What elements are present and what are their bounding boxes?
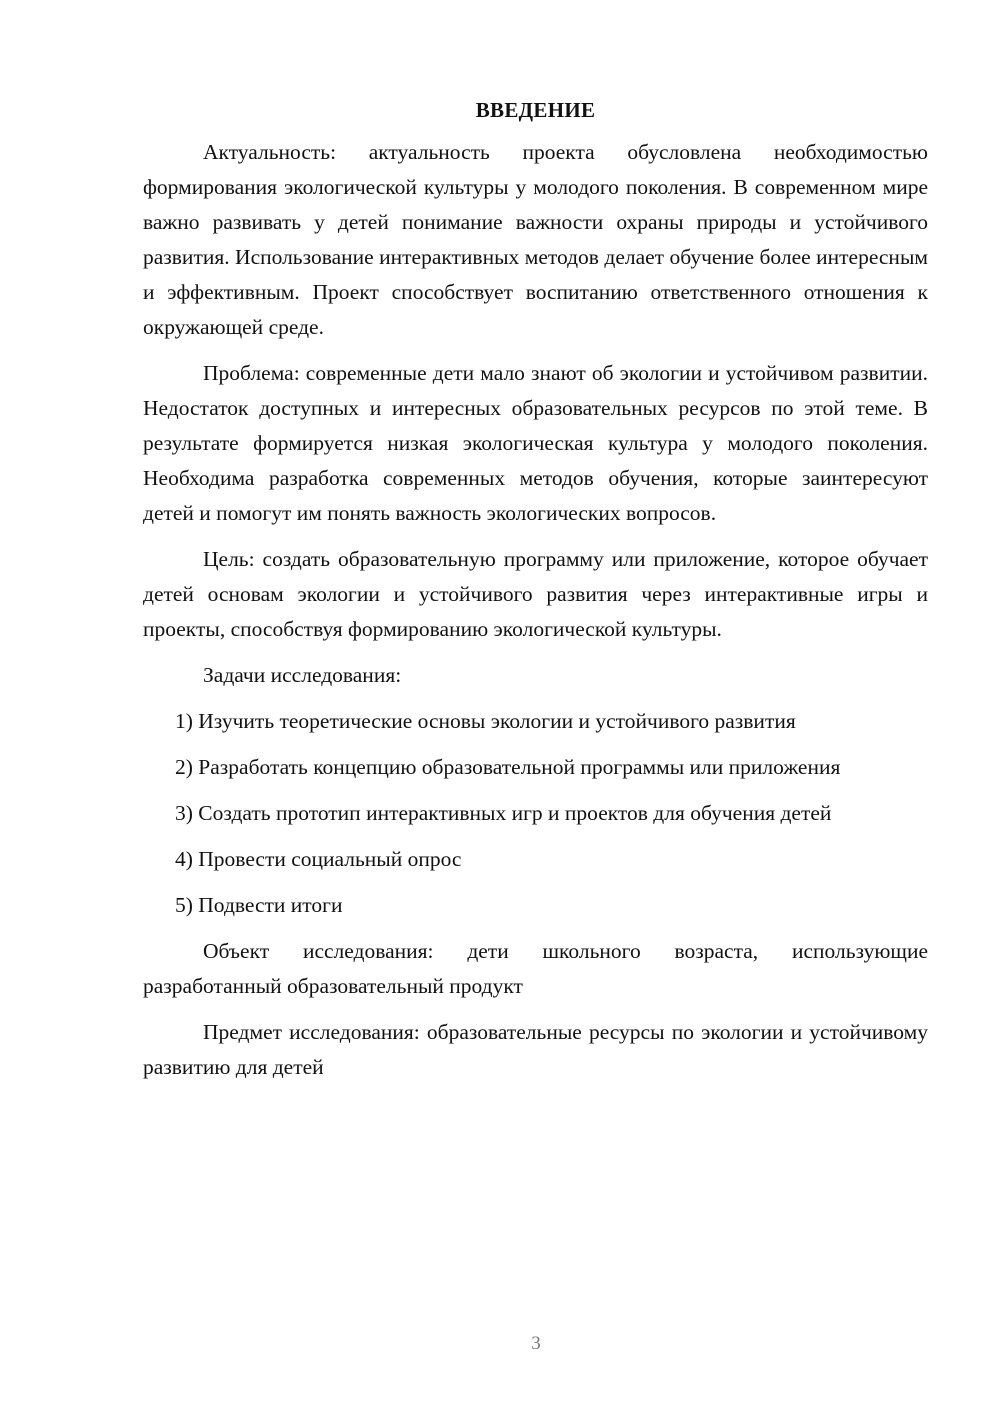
task-item: 2) Разработать концепцию образовательной программы или приложения bbox=[175, 755, 841, 779]
document-page bbox=[143, 95, 928, 1096]
research-subject-paragraph: Предмет исследования: образовательные ресурсы по экологии и устойчивому развитию для детей bbox=[143, 1020, 928, 1079]
section-heading: ВВЕДЕНИЕ bbox=[475, 98, 596, 122]
task-item: 1) Изучить теоретические основы экологии и устойчивого развития bbox=[175, 709, 796, 733]
problem-paragraph: Проблема: современные дети мало знают об экологии и устойчивом развитии. Недостаток доступных и интересных образовательных ресурсов по этой теме. В результате формируется низкая экологическая культура у молодого поколения. Необходима разработка современных методов обучения, которые заинтересуют детей и помогут им понять важность экологических вопросов. bbox=[143, 361, 928, 525]
relevance-paragraph: Актуальность: актуальность проекта обусловлена необходимостью формирования экологической культуры у молодого поколения. В современном мире важно развивать у детей понимание важности охраны природы и устойчивого развития. Использование интерактивных методов делает обучение более интересным и эффективным. Проект способствует воспитанию ответственного отношения к окружающей среде. bbox=[143, 140, 928, 339]
task-item: 4) Провести социальный опрос bbox=[175, 847, 462, 871]
goal-paragraph: Цель: создать образовательную программу или приложение, которое обучает детей основам экологии и устойчивого развития через интерактивные игры и проекты, способствуя формированию экологической культуры. bbox=[143, 547, 928, 641]
page-number: 3 bbox=[531, 1333, 541, 1354]
research-object-paragraph: Объект исследования: дети школьного возраста, использующие разработанный образовательный продукт bbox=[143, 939, 928, 998]
task-item: 3) Создать прототип интерактивных игр и проектов для обучения детей bbox=[175, 801, 832, 825]
task-item: 5) Подвести итоги bbox=[175, 893, 343, 917]
tasks-heading: Задачи исследования: bbox=[203, 663, 402, 687]
